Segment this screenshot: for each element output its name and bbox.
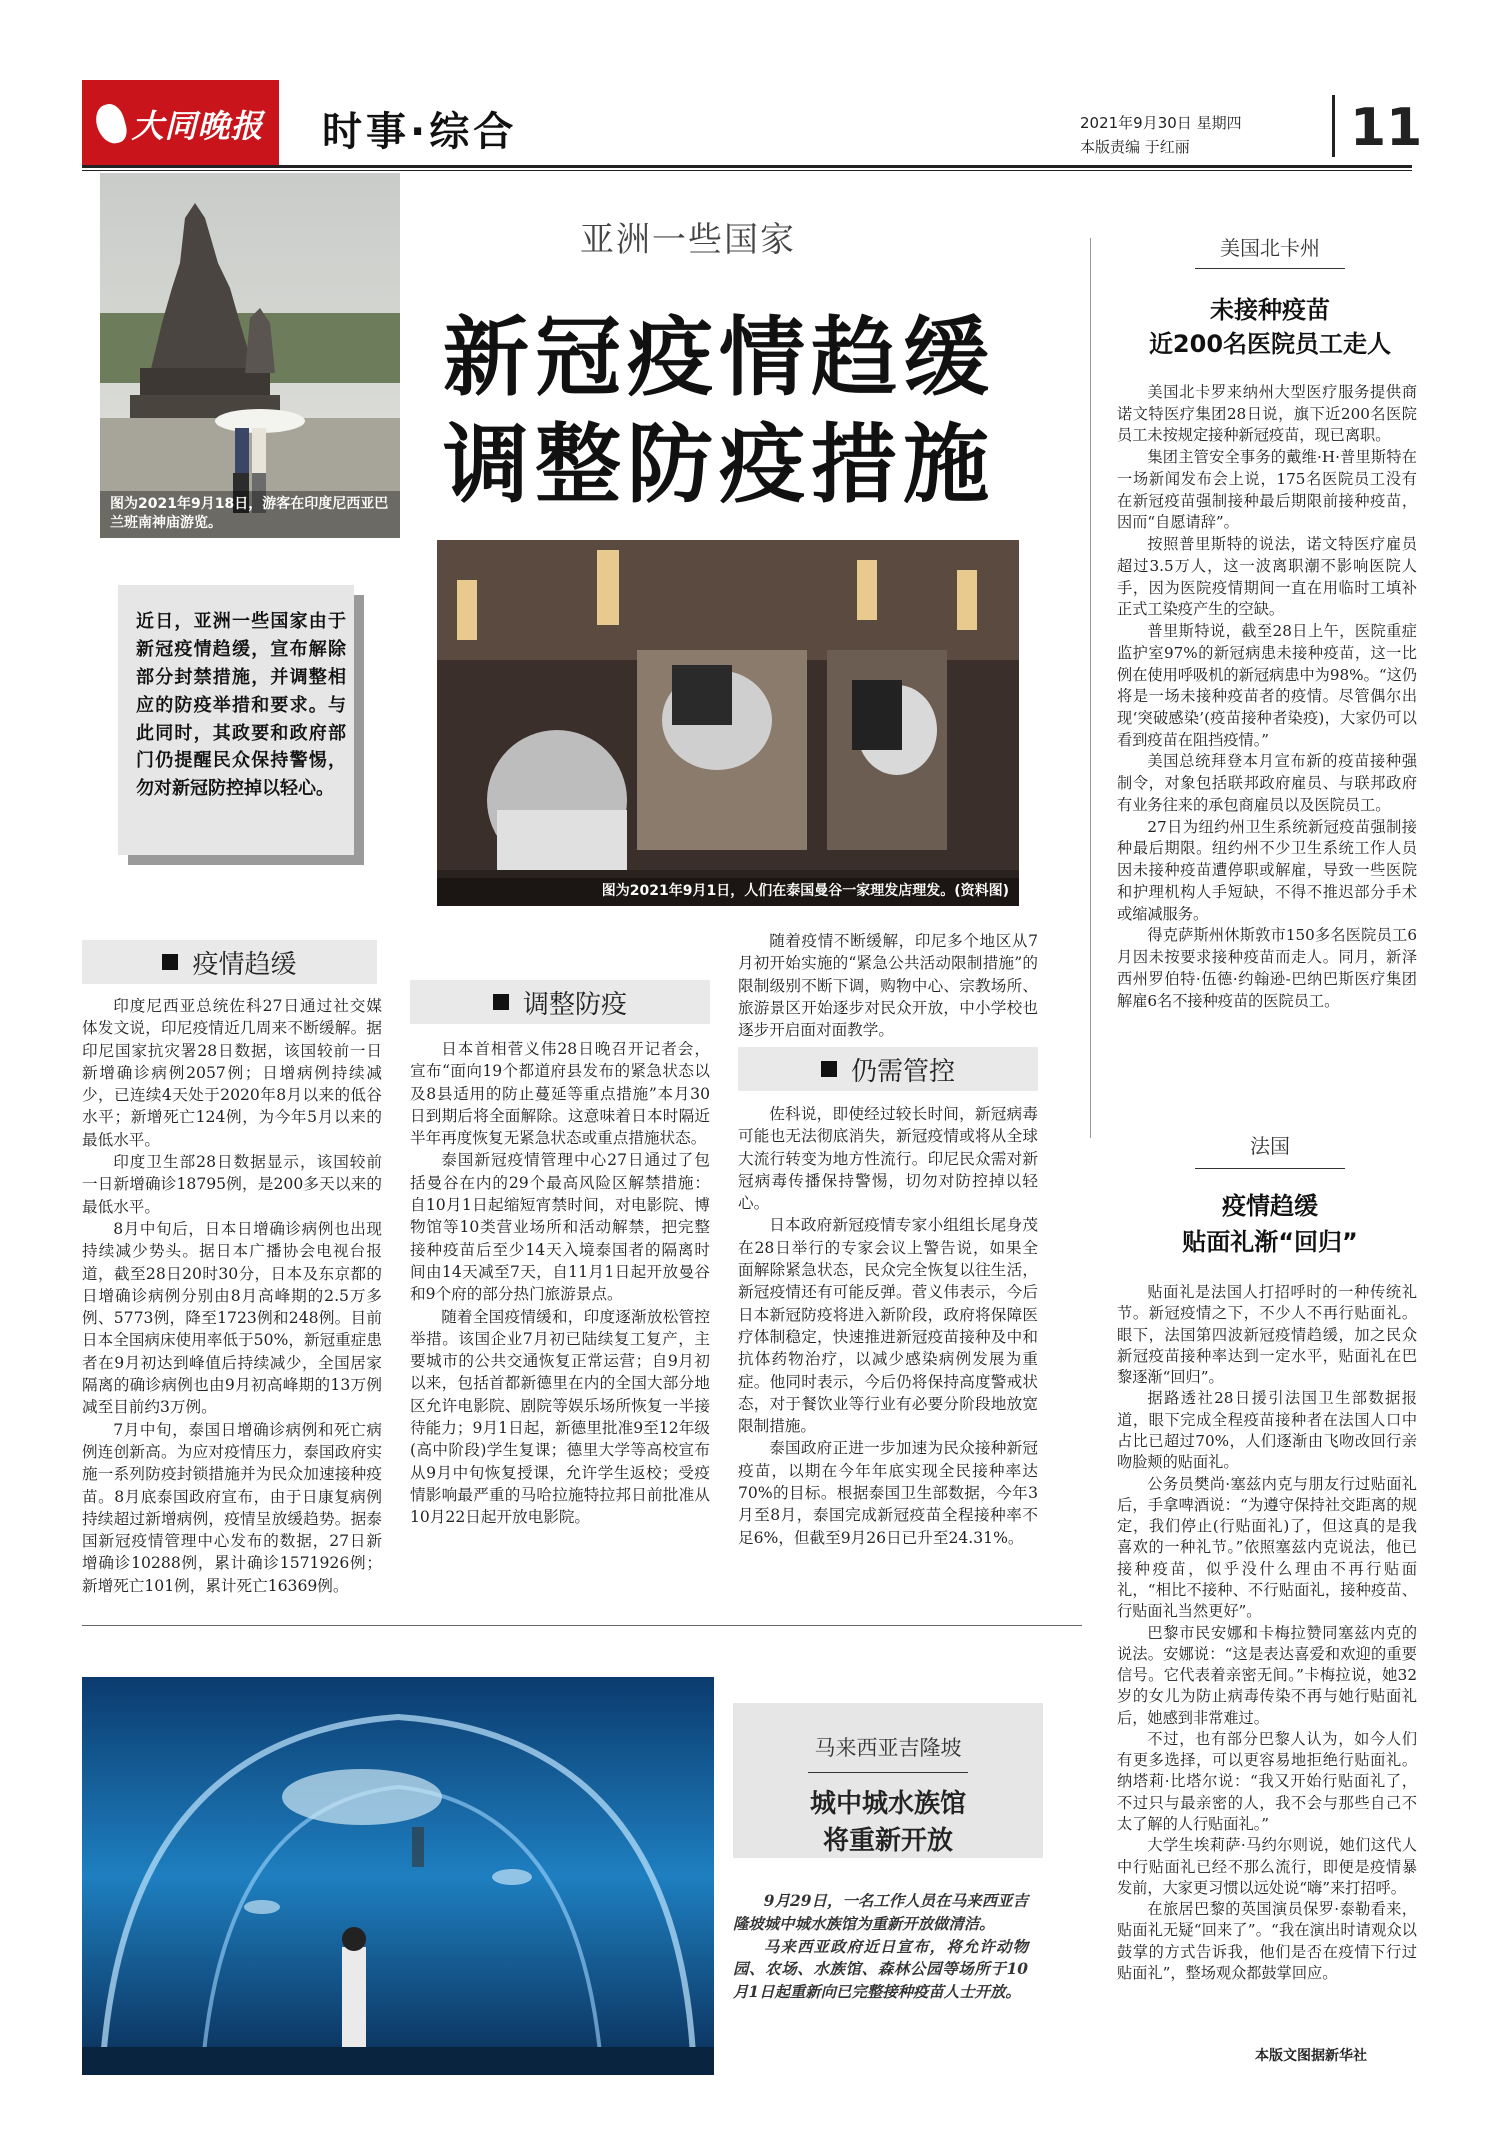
- section-title: 时事·综合: [322, 109, 518, 155]
- fr-story-kicker: 法国: [1250, 1134, 1290, 1158]
- photo-credit: 本版文图据新华社: [1255, 2048, 1367, 2064]
- main-col-3-top: 随着疫情不断缓解，印尼多个地区从7月初开始实施的“紧急公共活动限制措施”的限制级别不断下调，购物中心、宗教场所、旅游景区开始逐步对民众开放，中小学校也逐步开启面对面教学。: [738, 932, 1038, 1040]
- main-headline-line1: 新冠疫情趋缓: [443, 308, 995, 408]
- page-number: 11: [1350, 98, 1423, 158]
- main-headline-line2: 调整防疫措施: [443, 415, 995, 515]
- main-col-3: 佐科说，即使经过较长时间，新冠病毒可能也无法彻底消失，新冠疫情或将从全球大流行转变为地方性流行。印尼民众需对新冠病毒传播保持警惕，切勿对防控掉以轻心。 日本政府新冠疫情专家小组组长尾身茂在28日举行的专家会议上警告说，如果全面解除紧急状态，民众完全恢复以往生活，新冠疫情还有可能反弹。菅义伟表示，今后日本新冠防疫将进入新阶段，政府将保障医疗体制稳定，快速推进新冠疫苗接种及中和抗体药物治疗，以减少感染病例发展为重症。他同时表示，今后仍将保持高度警戒状态，对于餐饮业等行业有必要分阶段地放宽限制措施。 泰国政府正进一步加速为民众接种新冠疫苗，以期在今年年底实现全民接种率达70%的目标。根据泰国卫生部数据，今年3月至8月，泰国完成新冠疫苗全程接种率不足6%，但截至9月26日已升至24.31%。: [738, 1105, 1038, 1547]
- nc-headline-line2: 近200名医院员工走人: [1148, 330, 1392, 358]
- aquarium-kicker: 马来西亚吉隆坡: [814, 1736, 962, 1760]
- fr-headline-line1: 疫情趋缓: [1222, 1192, 1318, 1220]
- temple-photo-caption: 图为2021年9月18日，游客在印度尼西亚巴兰班南神庙游览。: [100, 491, 400, 538]
- main-col-2: 日本首相菅义伟28日晚召开记者会，宣布“面向19个都道府县发布的紧急状态以及8县适用的防止蔓延等重点措施”本月30日到期后将全面解除。这意味着日本时隔近半年再度恢复无紧急状态或重点措施状态。 泰国新冠疫情管理中心27日通过了包括曼谷在内的29个最高风险区解禁措施：自10月1日起缩短宵禁时间，对电影院、博物馆等10类营业场所和活动解禁，把完整接种疫苗后至少14天入境泰国者的隔离时间由14天减至7天，自11月1日起开放曼谷和9个府的部分热门旅游景点。 随着全国疫情缓和，印度逐渐放松管控举措。该国企业7月初已陆续复工复产，主要城市的公共交通恢复正常运营；自9月初以来，包括首都新德里在内的全国大部分地区允许电影院、剧院等娱乐场所恢复一半接待能力；9月1日起，新德里批准9至12年级(高中阶段)学生复课；德里大学等高校宣布从9月中旬恢复授课，允许学生返校；受疫情影响最严重的马哈拉施特拉邦日前批准从10月22日起开放电影院。: [410, 1040, 710, 1527]
- aquarium-story-body: 9月29日，一名工作人员在马来西亚吉隆坡城中城水族馆为重新开放做清洁。 马来西亚政府近日宣布，将允许动物园、农场、水族馆、森林公园等场所于10月1日起重新向已完整接种疫苗人士开放。: [733, 1892, 1028, 2002]
- square-bullet-icon: [162, 954, 178, 970]
- square-bullet-icon: [821, 1061, 837, 1077]
- logo-text: 大同晚报: [131, 106, 264, 145]
- nc-headline-line1: 未接种疫苗: [1210, 296, 1330, 324]
- salon-photo: [437, 540, 1019, 906]
- fr-story-body: 贴面礼是法国人打招呼时的一种传统礼节。新冠疫情之下，不少人不再行贴面礼。眼下，法国第四波新冠疫情趋缓，加之民众新冠疫苗接种率达到一定水平，贴面礼在巴黎逐渐“回归”。 据路透社28日援引法国卫生部数据报道，眼下完成全程疫苗接种者在法国人口中占比已超过70%，人们逐渐由飞吻改回行亲吻脸颊的贴面礼。 公务员樊尚·塞兹内克与朋友行过贴面礼后，手拿啤酒说：“为遵守保持社交距离的规定，我们停止(行贴面礼)了，但这真的是我喜欢的一种礼节。”依照塞兹内克说法，他已接种疫苗，似乎没什么理由不再行贴面礼，“相比不接种、不行贴面礼，接种疫苗、行贴面礼当然更好”。 巴黎市民安娜和卡梅拉赞同塞兹内克的说法。安娜说：“这是表达喜爱和欢迎的重要信号。它代表着亲密无间。”卡梅拉说，她32岁的女儿为防止病毒传染不再与她行贴面礼后，她感到非常难过。 不过，也有部分巴黎人认为，如今人们有更多选择，可以更容易地拒绝行贴面礼。纳塔莉·比塔尔说：“我又开始行贴面礼了，不过只与最亲密的人，我不会与那些自己不太了解的人行贴面礼。” 大学生埃莉萨·马约尔则说，她们这代人中行贴面礼已经不那么流行，即便是疫情暴发前，大家更习惯以远处说“嗨”来打招呼。 在旅居巴黎的英国演员保罗·泰勒看来，贴面礼无疑“回来了”。“我在演出时请观众以鼓掌的方式告诉我，他们是否在疫情下行过贴面礼”，整场观众都鼓掌回应。: [1117, 1283, 1417, 1982]
- subhead-adjust: 调整防疫: [410, 980, 710, 1024]
- nc-story-body: 美国北卡罗来纳州大型医疗服务提供商诺文特医疗集团28日说，旗下近200名医院员工未按规定接种新冠疫苗，现已离职。 集团主管安全事务的戴维·H·普里斯特在一场新闻发布会上说，175名医院员工没有在新冠疫苗强制接种最后期限前接种疫苗，因而“自愿请辞”。 按照普里斯特的说法，诺文特医疗雇员超过3.5万人，这一波离职潮不影响医院人手，因为医院疫情期间一直在用临时工填补正式工染疫产生的空缺。 普里斯特说，截至28日上午，医院重症监护室97%的新冠病患未接种疫苗，这一比例在使用呼吸机的新冠病患中为98%。“这仍将是一场未接种疫苗者的疫情。尽管偶尔出现‘突破感染’(疫苗接种者染疫)，大家仍可以看到疫苗在阻挡疫情。” 美国总统拜登本月宣布新的疫苗接种强制令，对象包括联邦政府雇员、与联邦政府有业务往来的承包商雇员以及医院员工。 27日为纽约州卫生系统新冠疫苗强制接种最后期限。纽约州不少卫生系统工作人员因未接种疫苗遭停职或解雇，导致一些医院和护理机构人手短缺，不得不推迟部分手术或缩减服务。 得克萨斯州休斯敦市150多名医院员工6月因未按要求接种疫苗而走人。同月，新泽西州罗伯特·伍德·约翰逊-巴纳巴斯医疗集团解雇6名不接种疫苗的医院员工。: [1117, 383, 1417, 1010]
- kicker-rule: [1195, 268, 1345, 269]
- fr-headline-line2: 贴面礼渐“回归”: [1182, 1228, 1358, 1256]
- newspaper-logo: [82, 80, 279, 167]
- section-divider: [82, 1625, 1082, 1626]
- issue-date: 2021年9月30日 星期四: [1080, 114, 1242, 132]
- aquarium-photo: [82, 1677, 714, 2075]
- aquarium-illustration: [82, 1677, 714, 2075]
- kicker-rule: [808, 1772, 968, 1773]
- temple-photo: [100, 173, 400, 538]
- nc-story-kicker: 美国北卡州: [1220, 236, 1320, 260]
- salon-illustration: [437, 540, 1019, 906]
- masthead-divider: [1332, 95, 1335, 157]
- aquarium-headline-line2: 将重新开放: [822, 1826, 953, 1856]
- masthead-rule-thin: [82, 170, 1412, 171]
- square-bullet-icon: [493, 994, 509, 1010]
- salon-photo-caption: 图为2021年9月1日，人们在泰国曼谷一家理发店理发。(资料图): [437, 878, 1019, 906]
- subhead-easing: 疫情趋缓: [82, 940, 377, 984]
- kicker-rule: [1195, 1168, 1345, 1169]
- column-divider: [1090, 238, 1091, 1138]
- main-story-kicker: 亚洲一些国家: [580, 220, 796, 260]
- flame-icon: [93, 101, 130, 147]
- lead-text: 近日，亚洲一些国家由于新冠疫情趋缓，宣布解除部分封禁措施，并调整相应的防疫举措和要求。与此同时，其政要和政府部门仍提醒民众保持警惕，勿对新冠防控掉以轻心。: [136, 611, 346, 800]
- page-editor: 本版责编 于红丽: [1080, 138, 1190, 156]
- masthead-rule: [82, 165, 1412, 168]
- main-col-1: 印度尼西亚总统佐科27日通过社交媒体发文说，印尼疫情近几周来不断缓解。据印尼国家抗灾署28日数据，该国较前一日新增确诊病例2057例；日增病例持续减少，已连续4天处于2020年8月以来的低谷水平；新增死亡124例，为今年5月以来的最低水平。 印度卫生部28日数据显示，该国较前一日新增确诊18795例，是200多天以来的最低水平。 8月中旬后，日本日增确诊病例也出现持续减少势头。据日本广播协会电视台报道，截至28日20时30分，日本及东京都的日增确诊病例分别由8月高峰期的2.5万多例、5773例，降至1723例和248例。目前日本全国病床使用率低于50%，新冠重症患者在9月初达到峰值后持续减少，全国居家隔离的确诊病例也由9月初高峰期的13万例减至目前约3万例。 7月中旬，泰国日增确诊病例和死亡病例连创新高。为应对疫情压力，泰国政府实施一系列防疫封锁措施并为民众加速接种疫苗。8月底泰国政府宣布，由于日康复病例持续超过新增病例，疫情呈放缓趋势。据泰国新冠疫情管理中心发布的数据，27日新增确诊10288例，累计确诊1571926例；新增死亡101例，累计死亡16369例。: [82, 997, 382, 1595]
- aquarium-headline-line1: 城中城水族馆: [809, 1789, 966, 1819]
- temple-illustration: [100, 173, 400, 538]
- subhead-control: 仍需管控: [738, 1047, 1038, 1091]
